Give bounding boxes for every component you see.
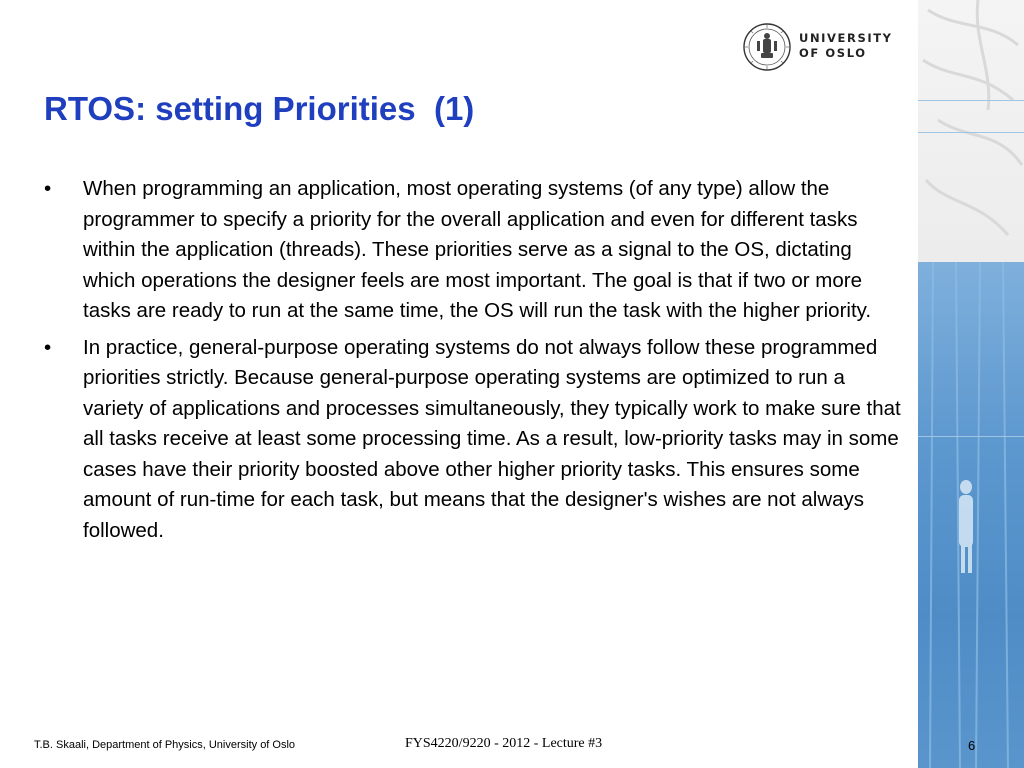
- bullet-marker: •: [44, 335, 52, 359]
- footer-course: FYS4220/9220 - 2012 - Lecture #3: [405, 736, 603, 751]
- bullet-item: [44, 174, 904, 327]
- bullet-item: [44, 333, 904, 547]
- bullet-marker: •: [44, 177, 52, 200]
- decorative-line: [918, 100, 1024, 101]
- slide-title: RTOS: setting Priorities (1): [44, 90, 475, 127]
- university-logo: [742, 22, 902, 74]
- bullet-text: In practice, general-purpose operating systems do not always follow these programmed priorities strictly. Because general-purpose operating systems are optimized to run a variety of applications and processes simultaneously, they typically work to make sure that all tasks receive at least some processing time. As a result, low-priority tasks may in some cases have their priority boosted above other higher priority tasks. This ensures some amount of run-time for each task, but means that the designer's wishes are not always followed.: [83, 335, 901, 542]
- logo-text-line1: UNIVERSITY: [799, 31, 893, 45]
- decorative-line: [918, 436, 1024, 437]
- decorative-line: [918, 132, 1024, 133]
- decorative-figure-graphic: [918, 0, 1024, 768]
- logo-text-line2: OF OSLO: [799, 46, 867, 60]
- bullet-list: [44, 174, 904, 552]
- bullet-text: When programming an application, most operating systems (of any type) allow the programmer to specify a priority for the overall application and even for different tasks within the application (threads). These priorities serve as a signal to the OS, dictating which operations the designer feels are most important. The goal is that if two or more tasks are ready to run at the same time, the OS will run the task with the higher priority.: [83, 177, 872, 322]
- university-seal-icon: [742, 22, 792, 72]
- footer-author: T.B. Skaali, Department of Physics, University of Oslo: [34, 739, 296, 751]
- page-number: 6: [968, 738, 976, 753]
